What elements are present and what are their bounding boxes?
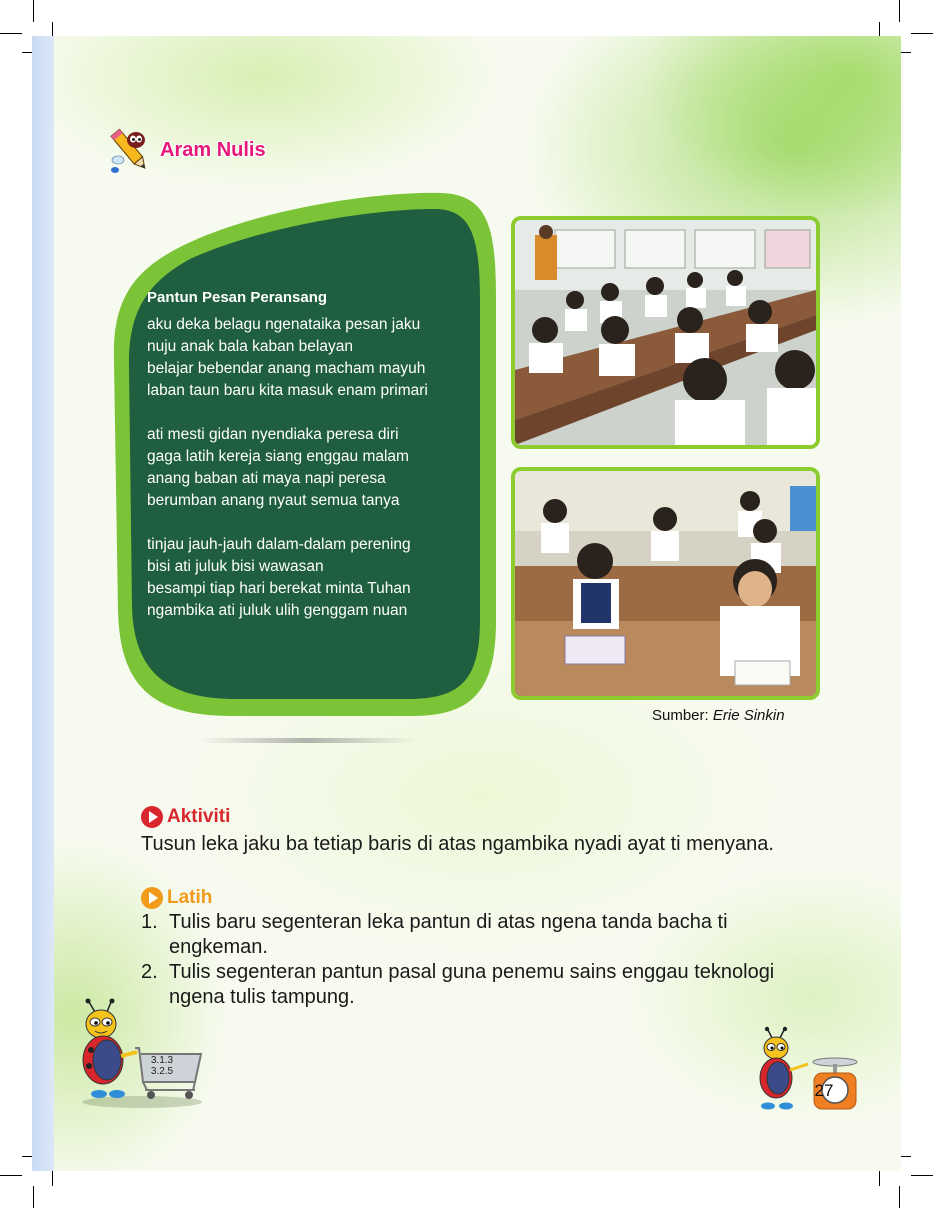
code-label: 3.1.3 (150, 1055, 174, 1066)
ladybug-cart-icon (77, 994, 207, 1109)
poem-line: berumban anang nyaut semua tanya (147, 492, 400, 509)
crop-mark (911, 1175, 933, 1176)
latih-heading (141, 887, 212, 909)
poem-line: laban taun baru kita masuk enam primari (147, 382, 428, 399)
classroom-photo-2-image (515, 471, 816, 696)
classroom-photo-2 (511, 467, 820, 700)
list-item (141, 960, 809, 1010)
crop-mark (0, 1175, 22, 1176)
aktiviti-text: Tusun leka jaku ba tetiap baris di atas ngambika nyadi ayat ti menyana. (141, 833, 774, 855)
poem-line: bisi ati juluk bisi wawasan (147, 558, 324, 575)
poem-line: belajar bebendar anang macham mayuh (147, 360, 426, 377)
list-text: Tulis segenteran pantun pasal guna penemu sains enggau teknologi ngena tulis tampung. (169, 961, 775, 1008)
poem-stanza (147, 424, 487, 512)
photo-credit (652, 707, 785, 724)
list-text: Tulis baru segenteran leka pantun di atas ngena tanda bacha ti engkeman. (169, 911, 728, 958)
ladybug-scale-icon (750, 1026, 860, 1116)
crop-mark (899, 1186, 900, 1208)
section-heading (104, 124, 266, 176)
heading-title: Aram Nulis (160, 138, 266, 161)
poem-line: ngambika ati juluk ulih genggam nuan (147, 602, 408, 619)
poem-line: ati mesti gidan nyendiaka peresa diri (147, 426, 399, 443)
play-icon (141, 887, 163, 909)
classroom-photo-1-image (515, 220, 816, 445)
latih-heading-label: Latih (167, 887, 213, 908)
list-number: 2. (141, 961, 158, 983)
page-edge-strip (32, 36, 54, 1171)
poem-stanza (147, 534, 487, 622)
crop-mark (911, 33, 933, 34)
page-number: 27 (814, 1081, 834, 1100)
crop-mark (33, 1186, 34, 1208)
poem-line: besampi tiap hari berekat minta Tuhan (147, 580, 411, 597)
shadow-divider (197, 738, 417, 743)
poem-stanza (147, 314, 487, 402)
crop-mark (0, 33, 22, 34)
crop-mark (899, 0, 900, 22)
poem (147, 288, 487, 644)
aktiviti-heading-label: Aktiviti (167, 806, 231, 827)
pencil-bee-icon (104, 124, 154, 176)
crop-mark (33, 0, 34, 22)
poem-title: Pantun Pesan Peransang (147, 289, 328, 306)
classroom-photo-1 (511, 216, 820, 449)
poem-line: tinjau jauh-jauh dalam-dalam perening (147, 536, 411, 553)
latih-list (141, 910, 809, 1010)
book-page (32, 36, 901, 1171)
poem-line: aku deka belagu ngenataika pesan jaku (147, 316, 421, 333)
credit-label: Sumber: (652, 707, 709, 724)
aktiviti-heading (141, 806, 230, 828)
code-label: 3.2.5 (150, 1066, 174, 1077)
poem-line: gaga latih kereja siang enggau malam (147, 448, 409, 465)
credit-name: Erie Sinkin (712, 707, 785, 724)
play-icon (141, 806, 163, 828)
poem-line: nuju anak bala kaban belayan (147, 338, 353, 355)
curriculum-codes (142, 1055, 182, 1077)
list-number: 1. (141, 911, 158, 933)
poem-line: anang baban ati maya napi peresa (147, 470, 386, 487)
list-item (141, 910, 809, 960)
